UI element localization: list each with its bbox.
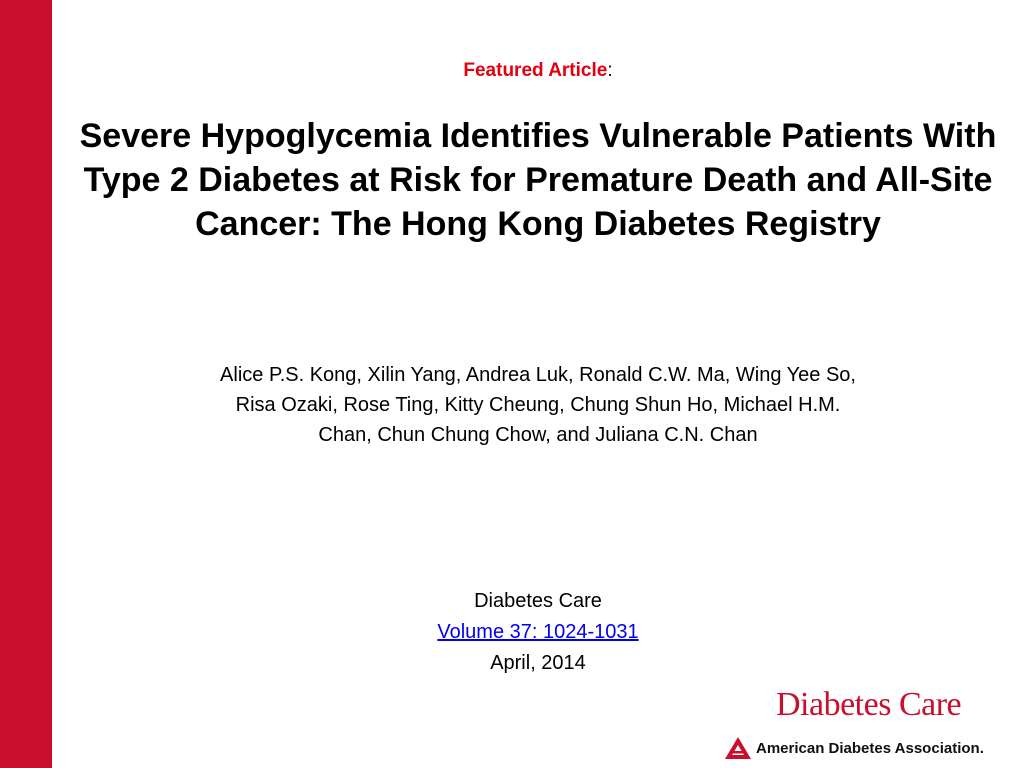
featured-article-heading — [52, 60, 1024, 82]
author-line: Risa Ozaki, Rose Ting, Kitty Cheung, Chung Shun Ho, Michael H.M. — [235, 394, 841, 416]
featured-article-colon: : — [607, 60, 613, 81]
ada-triangle-icon — [724, 736, 752, 760]
author-list — [112, 360, 964, 450]
diabetes-care-logo: Diabetes Care — [776, 686, 962, 723]
citation-block — [52, 586, 1024, 679]
author-line: Chan, Chun Chung Chow, and Juliana C.N. Chan — [318, 424, 758, 446]
volume-link[interactable]: Volume 37: 1024-1031 — [437, 621, 639, 643]
ada-logo-text: American Diabetes Association. — [756, 739, 984, 757]
article-title: Severe Hypoglycemia Identifies Vulnerable Patients With Type 2 Diabetes at Risk for Premature Death and All-Site Cancer: The Hong Kong Diabetes Registry — [79, 117, 997, 243]
publication-date: April, 2014 — [490, 652, 586, 674]
ada-logo — [724, 736, 984, 760]
featured-article-label: Featured Article — [463, 60, 608, 81]
journal-name: Diabetes Care — [474, 590, 602, 612]
author-line: Alice P.S. Kong, Xilin Yang, Andrea Luk, Ronald C.W. Ma, Wing Yee So, — [220, 364, 856, 386]
left-red-bar — [0, 0, 52, 768]
